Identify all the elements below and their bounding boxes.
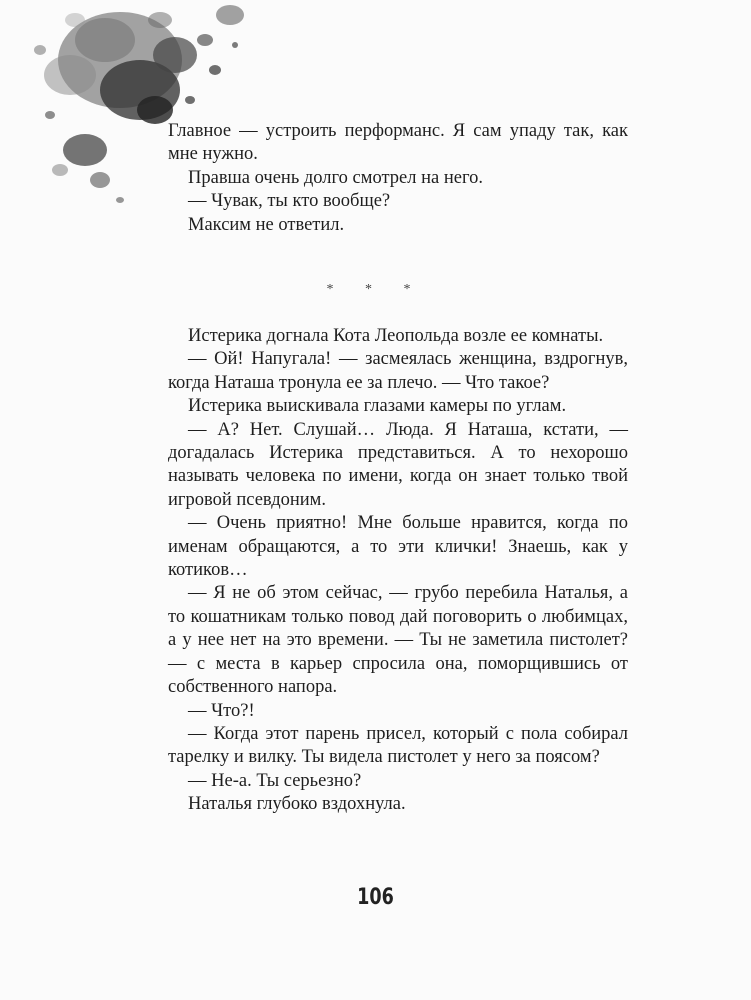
paragraph: Наталья глубоко вздохнула.: [188, 794, 406, 815]
paragraph: — Ой! Напугала! — засмеялась женщина, вздрогнув, когда Наташа тронула ее за плечо. — Что такое?: [168, 349, 628, 393]
paragraph: — Что?!: [188, 700, 255, 721]
paragraph: — Чувак, ты кто вообще?: [188, 191, 391, 212]
text-block-top: [168, 120, 628, 237]
text-block-main: [168, 325, 628, 817]
paragraph: Максим не ответил.: [188, 214, 345, 235]
page-number: 106: [357, 885, 394, 910]
paragraph: Правша очень долго смотрел на него.: [188, 167, 483, 188]
paragraph: — Когда этот парень присел, который с пола собирал тарелку и вилку. Ты видела пистолет у него за поясом?: [168, 723, 628, 768]
paragraph: — Очень приятно! Мне больше нравится, когда по именам обращаются, а то эти клички! Знаешь, как у котиков…: [168, 513, 628, 581]
paragraph: — Я не об этом сейчас, — грубо перебила Наталья, а то кошатникам только повод дай поговорить о любимцах, а у нее нет на это времени. — Ты не заметила пистолет? — с места в карьер спросила она, поморщившись от собственного напора.: [168, 583, 628, 698]
paragraph: — Не-а. Ты серьезно?: [188, 770, 362, 791]
paragraph: Истерика догнала Кота Леопольда возле ее комнаты.: [188, 326, 604, 346]
paragraph: Истерика выискивала глазами камеры по углам.: [188, 396, 567, 417]
scene-separator: * * *: [326, 282, 425, 297]
paragraph: — А? Нет. Слушай… Люда. Я Наташа, кстати, — догадалась Истерика представиться. А то нехорошо называть человека по имени, когда он знает только твой игровой псевдоним.: [168, 419, 628, 510]
paragraph: Главное — устроить перформанс. Я сам упаду так, как мне нужно.: [168, 121, 628, 165]
